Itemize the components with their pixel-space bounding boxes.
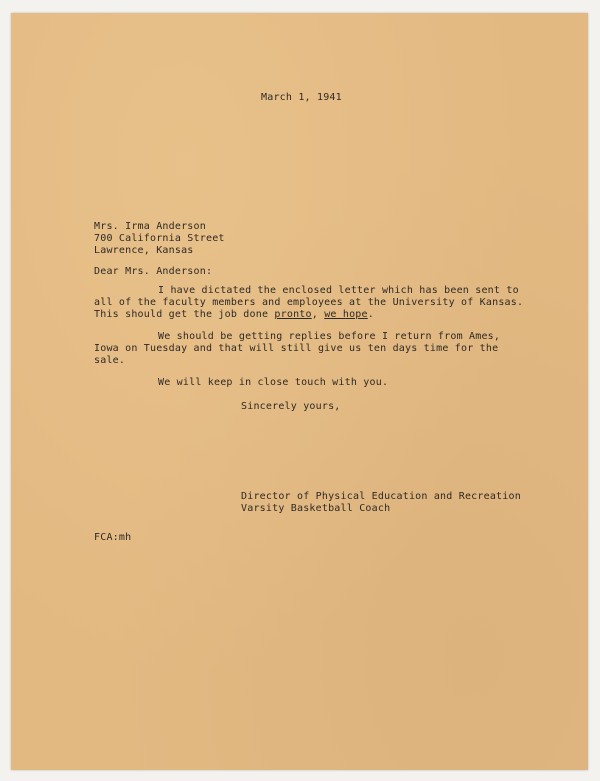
- recipient-city: Lawrence, Kansas: [94, 245, 194, 256]
- paragraph1-line2: all of the faculty members and employees at the University of Kansas.: [94, 297, 524, 308]
- paragraph2-line3: sale.: [94, 355, 126, 366]
- recipient-street: 700 California Street: [94, 233, 225, 244]
- typist-initials: FCA:mh: [94, 532, 132, 543]
- underlined-we-hope: we hope: [324, 309, 368, 320]
- closing: Sincerely yours,: [241, 401, 341, 412]
- underlined-pronto: pronto: [274, 309, 312, 320]
- paragraph1-line3-end: .: [367, 309, 374, 320]
- salutation: Dear Mrs. Anderson:: [94, 266, 213, 277]
- letter-date: March 1, 1941: [261, 92, 342, 103]
- letter-sheet: [11, 13, 588, 770]
- paragraph2-line1: We should be getting replies before I return from Ames,: [158, 331, 501, 342]
- paragraph1-line1: I have dictated the enclosed letter which has been sent to: [158, 285, 519, 296]
- paragraph1-line3-sep: ,: [311, 309, 325, 320]
- paragraph3: We will keep in close touch with you.: [158, 377, 389, 388]
- paragraph1-line3: [94, 309, 374, 321]
- paragraph2-line2: Iowa on Tuesday and that will still give us ten days time for the: [94, 343, 499, 354]
- signature-title-director: Director of Physical Education and Recreation: [241, 491, 521, 502]
- signature-title-coach: Varsity Basketball Coach: [241, 503, 391, 514]
- paragraph1-line3-pre: This should get the job done: [94, 309, 275, 320]
- recipient-name: Mrs. Irma Anderson: [94, 221, 206, 232]
